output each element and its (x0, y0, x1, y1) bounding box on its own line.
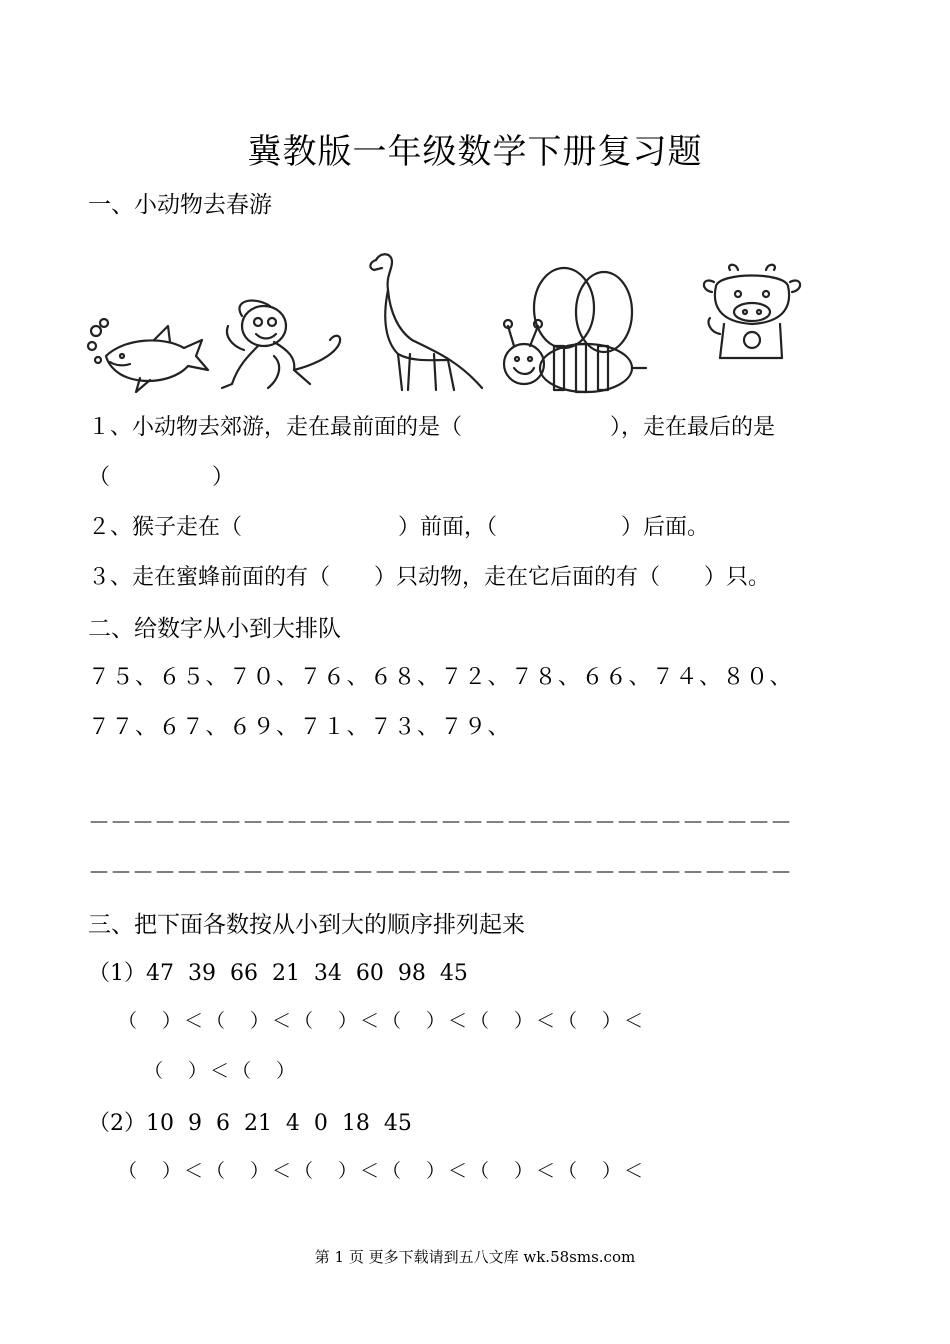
page-title: 冀教版一年级数学下册复习题 (247, 132, 703, 172)
bee-icon (492, 264, 652, 399)
problem-2 (88, 1106, 412, 1137)
section2-heading: 二、给数字从小到大排队 (88, 616, 341, 642)
q2-text-c: ）后面。 (621, 515, 710, 540)
q3-text-a: ３、走在蜜蜂前面的有（ (88, 565, 331, 590)
q1-text-b: ），走在最后的是 (610, 415, 776, 440)
cow-icon (696, 262, 808, 362)
monkey-icon (214, 296, 354, 396)
q2-text-b: ）前面，（ (398, 515, 498, 540)
problem-1-label: （1） (88, 961, 146, 986)
question-3 (88, 560, 770, 591)
problem-1-answer-row-1[interactable]: （ ）＜（ ）＜（ ）＜（ ）＜（ ）＜（ ）＜ (118, 1010, 647, 1032)
q3-text-b: ）只动物，走在它后面的有（ (374, 565, 661, 590)
problem-2-label: （2） (88, 1111, 146, 1136)
dinosaur-icon (362, 250, 487, 395)
numbers-line-1: ７５、６５、７０、７６、６８、７２、７８、６６、７４、８０、 (88, 665, 794, 690)
section1-heading: 一、小动物去春游 (88, 192, 272, 218)
q1-text-c: （ (88, 465, 111, 490)
problem-1-numbers: 47 39 66 21 34 60 98 45 (146, 961, 468, 986)
q1-text-a: １、小动物去郊游，走在最前面的是（ (88, 415, 463, 440)
problem-1-answer-row-2[interactable]: （ ）＜（ ） (144, 1060, 299, 1082)
section3-heading: 三、把下面各数按从小到大的顺序排列起来 (88, 912, 525, 938)
problem-2-answer-row-1[interactable]: （ ）＜（ ）＜（ ）＜（ ）＜（ ）＜（ ）＜ (118, 1160, 647, 1182)
page-footer: 第 1 页 更多下载请到五八文库 wk.58sms.com (314, 1248, 636, 1266)
numbers-line-2: ７７、６７、６９、７１、７３、７９、 (88, 715, 512, 740)
answer-dash-line-2[interactable]: －－－－－－－－－－－－－－－－－－－－－－－－－－－－－－－－ (88, 861, 793, 886)
answer-dash-line-1[interactable]: －－－－－－－－－－－－－－－－－－－－－－－－－－－－－－－－ (88, 811, 793, 836)
question-1 (88, 410, 775, 441)
q2-text-a: ２、猴子走在（ (88, 515, 243, 540)
question-2 (88, 510, 709, 541)
q1-text-d: ） (212, 465, 235, 490)
problem-1 (88, 956, 468, 987)
q3-text-c: ）只。 (704, 565, 771, 590)
problem-2-numbers: 10 9 6 21 4 0 18 45 (146, 1111, 412, 1136)
question-1-continued (88, 460, 234, 491)
dolphin-icon (84, 316, 214, 396)
